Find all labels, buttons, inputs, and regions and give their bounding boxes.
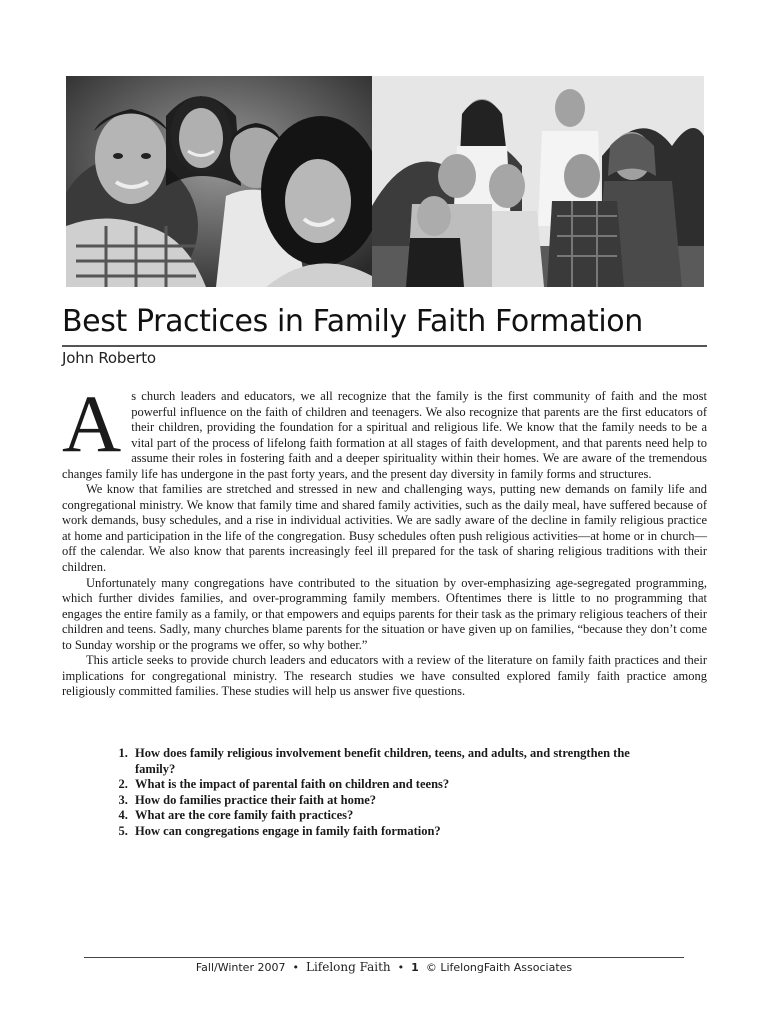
question-item: 4. What are the core family faith practices?: [131, 808, 631, 824]
question-item: 1. How does family religious involvement benefit children, teens, and adults, and strengthen the family?: [131, 746, 631, 777]
footer-copyright: © LifelongFaith Associates: [425, 961, 573, 974]
questions-list: [105, 746, 631, 840]
page-number: 1: [411, 961, 419, 974]
footer-journal: Lifelong Faith: [305, 960, 391, 974]
question-item: 2. What is the impact of parental faith on children and teens?: [131, 777, 631, 793]
question-item: 3. How do families practice their faith at home?: [131, 793, 631, 809]
footer-separator: •: [397, 961, 405, 974]
page-footer: [84, 960, 684, 974]
article-paragraph: This article seeks to provide church leaders and educators with a review of the literature on family faith practices and their implications for congregational ministry. The research studies we have consulted explored family faith practice among religiously committed families. These studies will help us answer five questions.: [62, 653, 707, 699]
article-paragraph: We know that families are stretched and stressed in new and challenging ways, putting new demands on family life and congregational ministry. We know that family time and shared family activities, such as the daily meal, have suffered because of work demands, busy schedules, and a rise in individual activities. We are sadly aware of the decline in family religious practice at home and participation in the life of the congregation. Busy schedules often push religious activities—at home or in church—off the calendar. We also know that parents increasingly feel ill prepared for the task of sharing religious traditions with their children.: [62, 482, 707, 575]
article-paragraph: [62, 378, 707, 482]
footer-issue: Fall/Winter 2007: [195, 961, 286, 974]
question-item: 5. How can congregations engage in family faith formation?: [131, 824, 631, 840]
article-title: Best Practices in Family Faith Formation: [62, 304, 643, 339]
title-divider: [62, 345, 707, 347]
family-photo-right: [372, 76, 704, 287]
drop-cap: A: [62, 378, 122, 469]
article-body: [62, 378, 707, 700]
family-photo-left-image: [66, 76, 372, 287]
footer-divider: [84, 957, 684, 958]
paragraph-text: s church leaders and educators, we all recognize that the family is the first community of faith and the most powerful influence on the faith of children and teenagers. We also recognize that parents are the first educators of their children, providing the foundation for a spiritual and religious life. We know that the family needs to be a vital part of the process of lifelong faith formation at all stages of faith development, and that parents need help to assume their roles in fostering faith and a deeper spirituality within their homes. We are aware of the tremendous changes family life has undergone in the past forty years, and the present day diversity in family forms and structures.: [62, 389, 707, 481]
family-photo-right-image: [372, 76, 704, 287]
article-paragraph: Unfortunately many congregations have contributed to the situation by over-emphasizing age-segregated programming, which further divides families, and over-programming family members. Oftentimes there is little to no programming that engages the entire family as a family, or that empowers and equips parents for their task as the primary religious teachers of their children and teens. Sadly, many churches blame parents for the situation or have given up on families, “because they don’t come to Sunday worship or the programs we offer, so why bother.”: [62, 575, 707, 652]
article-author: John Roberto: [62, 349, 156, 367]
footer-separator: •: [292, 961, 299, 974]
family-photo-left: [66, 76, 372, 287]
